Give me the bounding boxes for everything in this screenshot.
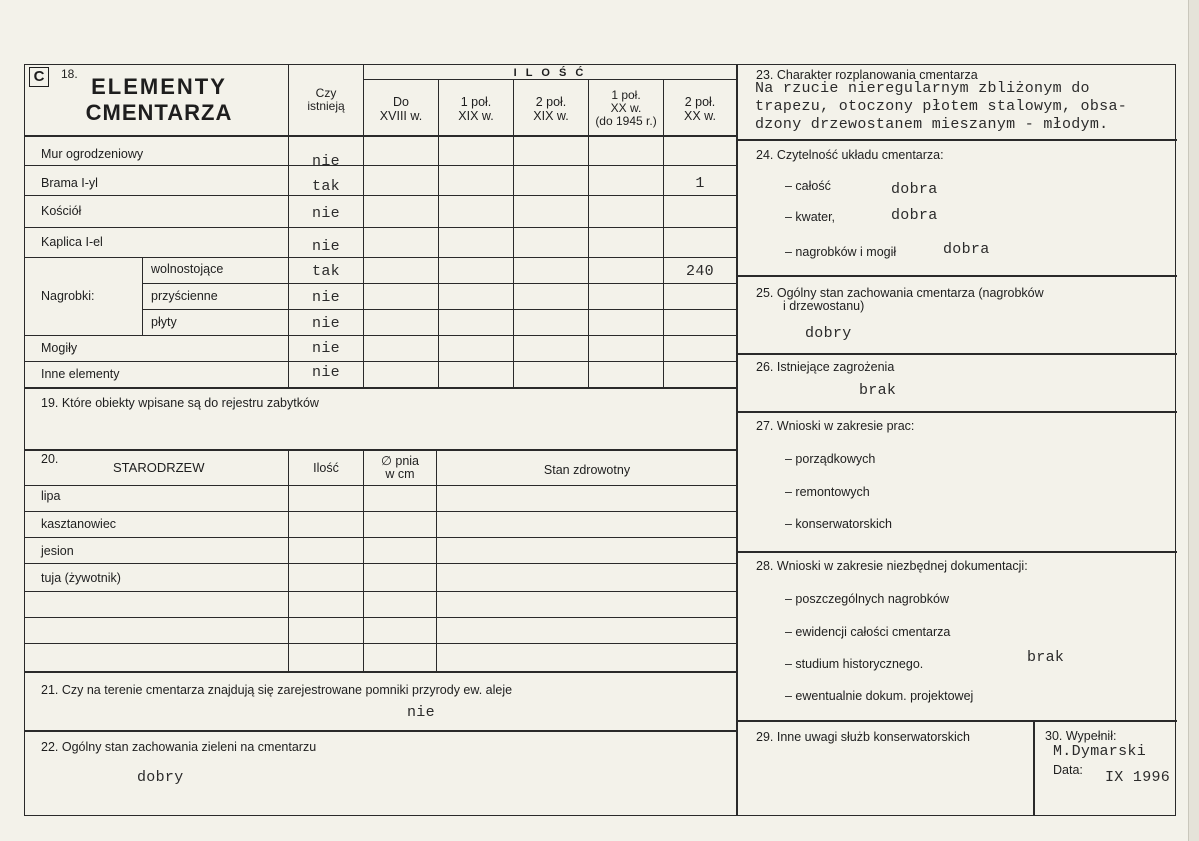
q25-label: i drzewostanu) [783,299,865,313]
divider [25,135,737,137]
q22-label: 22. Ogólny stan zachowania zieleni na cmentarzu [41,740,317,754]
q24-item-value: dobra [891,207,938,224]
element-label: Mogiły [41,341,78,355]
q29-label: 29. Inne uwagi służb konserwatorskich [756,730,971,744]
q24-item-label: – całość [785,179,831,193]
q30-name: M.Dymarski [1053,743,1147,760]
record-card [24,64,1176,816]
q28-item: – ewidencji całości cmentarza [785,625,951,639]
title-line2: CMENTARZA [85,100,233,125]
ilosc-header: I L O Ś Ć [513,67,587,79]
nagrobki-exists: tak [312,263,340,280]
q30-date: IX 1996 [1105,769,1171,786]
divider [663,79,664,387]
title-line1: ELEMENTY [91,74,227,99]
nagrobki-label: Nagrobki: [41,289,95,303]
nagrobki-exists: nie [312,289,340,306]
q30-date-label: Data: [1053,763,1083,777]
col-header: 2 poł. XIX w. [533,95,569,123]
element-exists: tak [312,178,340,195]
q27-item: – porządkowych [785,452,876,466]
section-box: C [29,67,49,87]
q23-answer-line: Na rzucie nieregularnym zbliżonym do [755,80,1090,97]
col-header: 2 poł. XX w. [684,95,716,123]
stary-title: STARODRZEW [113,460,205,475]
page-edge [1188,0,1199,841]
divider [736,65,738,815]
q23-label: 23. Charakter rozplanowania cmentarza [756,68,978,82]
q28-answer: brak [1027,649,1065,666]
q25-label: 25. Ogólny stan zachowania cmentarza (nagrobków [756,286,1044,300]
section-number: 18. [61,67,78,81]
col-header: Do XVIII w. [379,95,423,123]
q28-item: – poszczególnych nagrobków [785,592,949,606]
nagrobki-type: płyty [151,315,177,329]
q24-item-label: – kwater, [785,210,836,224]
q27-item: – konserwatorskich [785,517,892,531]
q28-label: 28. Wnioski w zakresie niezbędnej dokumentacji: [756,559,1028,573]
q25-answer: dobry [805,325,852,342]
element-exists: nie [312,238,340,255]
element-exists: nie [312,153,340,170]
element-count: 1 [695,175,705,192]
stary-pien: ∅ pnia w cm [381,454,419,481]
q30-label: 30. Wypełnił: [1045,729,1117,743]
col-header: 1 poł. XX w. (do 1945 r.) [595,88,657,128]
q19-label: 19. Które obiekty wpisane są do rejestru zabytków [41,396,319,410]
element-exists: nie [312,205,340,222]
q22-answer: dobry [137,769,184,786]
q28-item: – ewentualnie dokum. projektowej [785,689,974,703]
stary-stan: Stan zdrowotny [543,463,631,477]
q26-label: 26. Istniejące zagrożenia [756,360,895,374]
q21-label: 21. Czy na terenie cmentarza znajdują się zarejestrowane pomniki przyrody ew. aleje [41,683,513,697]
element-label: Inne elementy [41,367,120,381]
q24-item-label: – nagrobków i mogił [785,245,897,259]
element-label: Kaplica I-el [41,235,103,249]
q24-item-value: dobra [943,241,990,258]
q23-answer-line: dzony drzewostanem mieszanym - młodym. [755,116,1109,133]
col-header: 1 poł. XIX w. [458,95,494,123]
q27-label: 27. Wnioski w zakresie prac: [756,419,915,433]
q24-item-value: dobra [891,181,938,198]
nagrobki-count: 240 [686,263,714,280]
tree-label: jesion [41,544,74,558]
tree-label: lipa [41,489,61,503]
divider [513,79,514,387]
stary-num: 20. [41,452,59,466]
nagrobki-type: przyścienne [151,289,218,303]
tree-label: kasztanowiec [41,517,117,531]
divider [288,65,289,387]
stary-ilosc: Ilość [313,461,339,475]
q26-answer: brak [859,382,897,399]
q23-answer-line: trapezu, otoczony płotem stalowym, obsa- [755,98,1128,115]
tree-label: tuja (żywotnik) [41,571,121,585]
q24-label: 24. Czytelność układu cmentarza: [756,148,944,162]
nagrobki-exists: nie [312,315,340,332]
element-exists: nie [312,340,340,357]
element-exists: nie [312,364,340,381]
col-exists-header: Czy istnieją [307,86,345,113]
q27-item: – remontowych [785,485,870,499]
divider [438,79,439,387]
element-label: Kościół [41,204,82,218]
element-label: Brama I-yl [41,176,98,190]
q21-answer: nie [407,704,435,721]
element-label: Mur ogrodzeniowy [41,147,144,161]
q28-item: – studium historycznego. [785,657,924,671]
nagrobki-type: wolnostojące [151,262,224,276]
